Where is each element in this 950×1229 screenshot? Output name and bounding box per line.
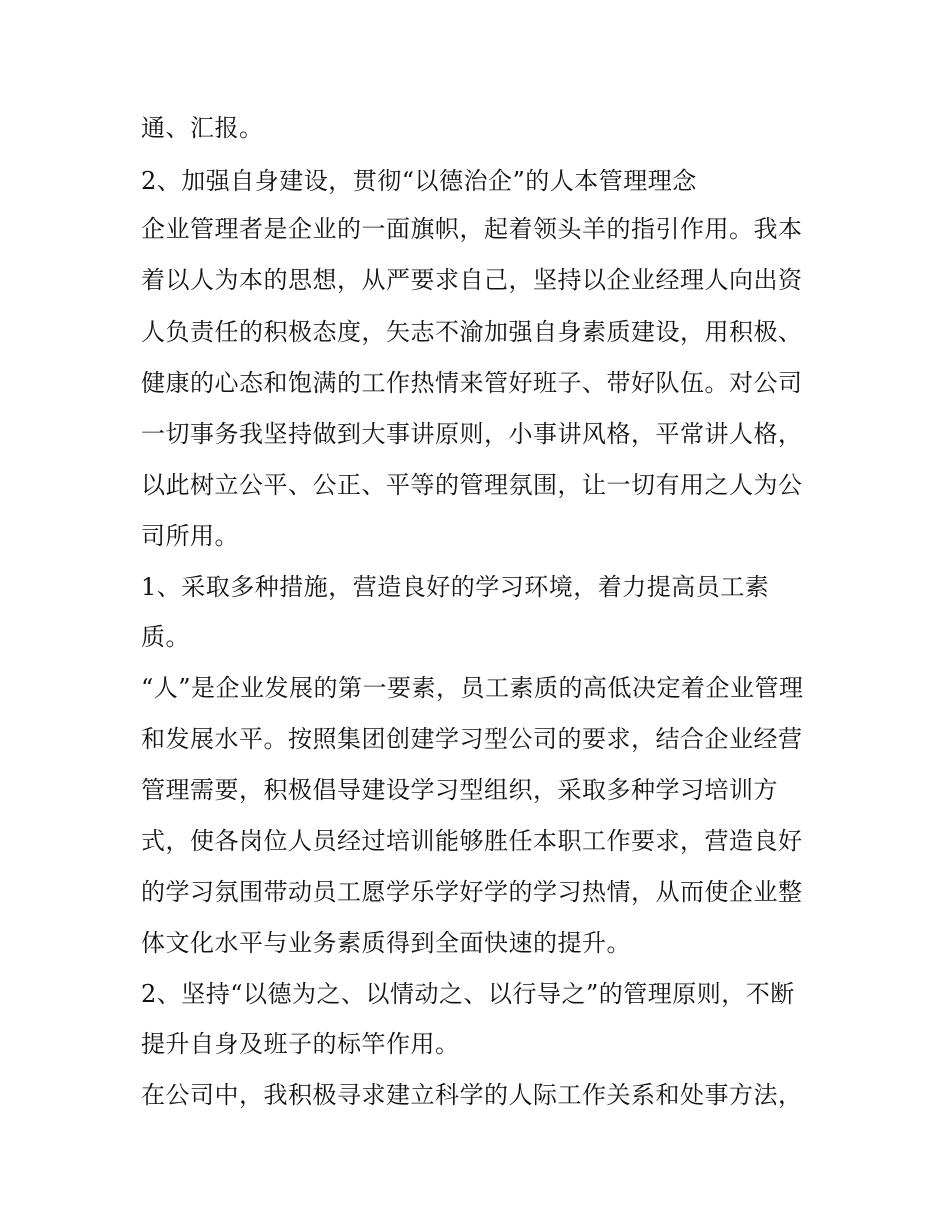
text-line: 管理需要，积极倡导建设学习型组织，采取多种学习培训方 (141, 776, 778, 804)
text-line: 人负责任的积极态度，矢志不渝加强自身素质建设，用积极、 (141, 318, 803, 346)
section-heading: 1、采取多种措施，营造良好的学习环境，着力提高员工素 (141, 573, 770, 601)
text-line: 和发展水平。按照集团创建学习型公司的要求，结合企业经营 (141, 725, 803, 753)
text-line: 体文化水平与业务素质得到全面快速的提升。 (141, 929, 631, 957)
text-line: 着以人为本的思想，从严要求自己，坚持以企业经理人向出资 (141, 266, 803, 294)
text-line: 在公司中，我积极寻求建立科学的人际工作关系和处事方法， (141, 1081, 803, 1109)
section-heading: 2、坚持“以德为之、以情动之、以行导之”的管理原则，不断 (141, 980, 795, 1008)
text-line: 以此树立公平、公正、平等的管理氛围，让一切有用之人为公 (141, 471, 803, 499)
text-line: 企业管理者是企业的一面旗帜，起着领头羊的指引作用。我本 (141, 215, 803, 243)
text-line: 通、汇报。 (141, 114, 264, 142)
section-heading: 质。 (141, 623, 190, 651)
text-line: 司所用。 (141, 522, 239, 550)
text-line: 一切事务我坚持做到大事讲原则，小事讲风格，平常讲人格， (141, 420, 803, 448)
text-line: 健康的心态和饱满的工作热情来管好班子、带好队伍。对公司 (141, 369, 803, 397)
section-heading: 2、加强自身建设，贯彻“以德治企”的人本管理理念 (141, 167, 697, 195)
text-line: 的学习氛围带动员工愿学乐学好学的学习热情，从而使企业整 (141, 878, 803, 906)
section-heading: 提升自身及班子的标竿作用。 (141, 1030, 460, 1058)
text-line: 式，使各岗位人员经过培训能够胜任本职工作要求，营造良好 (141, 827, 803, 855)
text-line: “人”是企业发展的第一要素，员工素质的高低决定着企业管理 (141, 674, 804, 702)
